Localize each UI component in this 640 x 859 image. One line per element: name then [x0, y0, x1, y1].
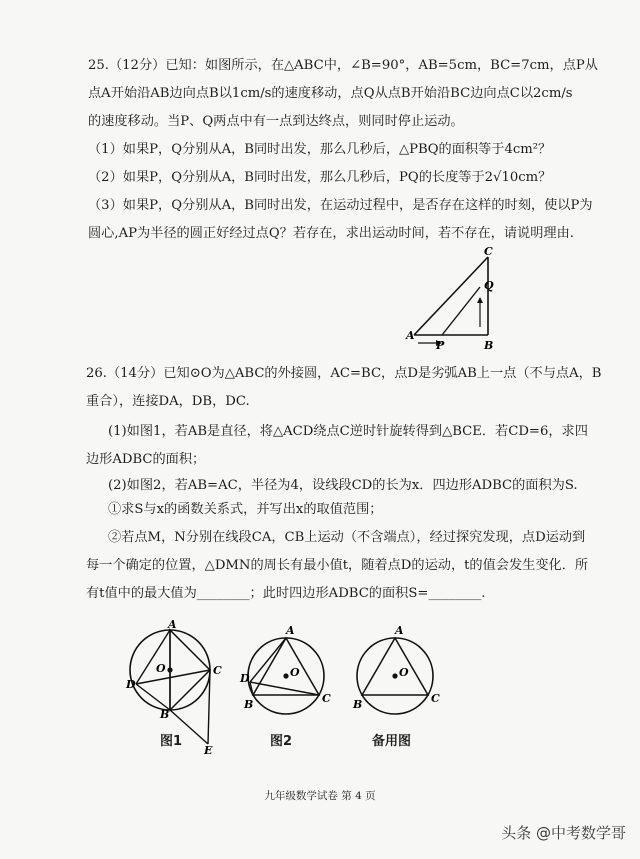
- spare-label-a: A: [395, 624, 404, 637]
- segment-pq: [442, 287, 480, 335]
- segment-dc: [250, 682, 319, 695]
- q25-triangle-figure: [400, 245, 510, 350]
- label-b: B: [484, 339, 494, 350]
- q26-figure-2: [236, 620, 336, 720]
- fig1-label-d: D: [126, 678, 136, 691]
- figure-1-caption: 图1: [160, 734, 183, 749]
- q26-line-2: 重合），连接DA，DB，DC.: [86, 394, 250, 409]
- q25-line-5: （2）如果P，Q分别从A，B同时出发，那么几秒后，PQ的长度等于2√10cm？: [88, 170, 552, 185]
- q26-line-5: (2)如图2，若AB=AC，半径为4，设线段CD的长为x．四边形ADBC的面积为S.: [108, 478, 578, 493]
- figure-2-caption: 图2: [270, 734, 293, 749]
- q26-line-4: 边形ADBC的面积；: [86, 452, 206, 467]
- fig2-label-c: C: [322, 692, 331, 705]
- spare-figure-caption: 备用图: [372, 734, 412, 749]
- watermark: 头条 @中考数学哥: [501, 824, 626, 842]
- spare-label-o: O: [399, 666, 409, 679]
- q26-line-1: 26.（14分）已知⊙O为△ABC的外接圆，AC=BC，点D是劣弧AB上一点（不与点A，B: [86, 366, 602, 381]
- q26-line-9: 有t值中的最大值为________；此时四边形ADBC的面积S=________.: [86, 586, 486, 601]
- q26-line-3: (1)如图1，若AB是直径，将△ACD绕点C逆时针旋转得到△BCE．若CD=6，求四: [108, 424, 588, 439]
- q25-line-1: 25.（12分）已知：如图所示，在△ABC中，∠B=90°，AB=5cm，BC=7cm，点P从: [88, 58, 598, 73]
- label-p: P: [436, 339, 445, 350]
- fig2-label-o: O: [290, 666, 300, 679]
- fig2-label-b: B: [244, 698, 254, 711]
- arrow-q-head-icon: [477, 297, 483, 303]
- label-a: A: [406, 329, 415, 342]
- q25-line-2: 点A开始沿AB边向点B以1cm/s的速度移动，点Q从点B开始沿BC边向点C以2cm/s: [88, 86, 573, 101]
- fig2-label-d: D: [240, 672, 250, 685]
- segment-da: [250, 638, 286, 682]
- segment-da: [136, 630, 170, 684]
- q26-spare-figure: [345, 620, 445, 720]
- fig1-label-a: A: [168, 620, 177, 631]
- fig1-label-o: O: [156, 662, 166, 675]
- q26-line-6: ①求S与x的函数关系式，并写出x的取值范围；: [108, 502, 383, 517]
- label-c: C: [484, 245, 493, 258]
- fig1-label-e: E: [204, 744, 213, 755]
- q25-line-6: （3）如果P，Q分别从A，B同时出发，在运动过程中，是否存在这样的时刻，使以P为: [88, 198, 593, 213]
- q25-line-4: （1）如果P，Q分别从A，B同时出发，那么几秒后，△PBQ的面积等于4cm²？: [88, 142, 552, 157]
- center-o-dot: [167, 667, 172, 672]
- label-q: Q: [484, 279, 494, 292]
- q25-line-3: 的速度移动。当P、Q两点中有一点到达终点，则同时停止运动。: [88, 114, 464, 129]
- fig1-label-b: B: [160, 708, 170, 721]
- q25-line-7: 圆心,AP为半径的圆正好经过点Q？若存在，求出运动时间，若不存在，请说明理由.: [88, 226, 574, 241]
- q26-line-7: ②若点M，N分别在线段CA，CB上运动（不含端点），经过探究发现，点D运动到: [108, 530, 586, 545]
- fig1-label-c: C: [213, 664, 222, 677]
- page-footer: 九年级数学试卷 第 4 页: [264, 790, 376, 802]
- q26-line-8: 每一个确定的位置，△DMN的周长有最小值t，随着点D的运动，t的值会发生变化．所: [86, 558, 589, 573]
- center-o-dot: [392, 673, 397, 678]
- fig2-label-a: A: [286, 624, 295, 637]
- spare-label-b: B: [353, 698, 363, 711]
- triangle-abc: [170, 630, 210, 710]
- center-o-dot: [283, 673, 288, 678]
- spare-label-c: C: [431, 692, 440, 705]
